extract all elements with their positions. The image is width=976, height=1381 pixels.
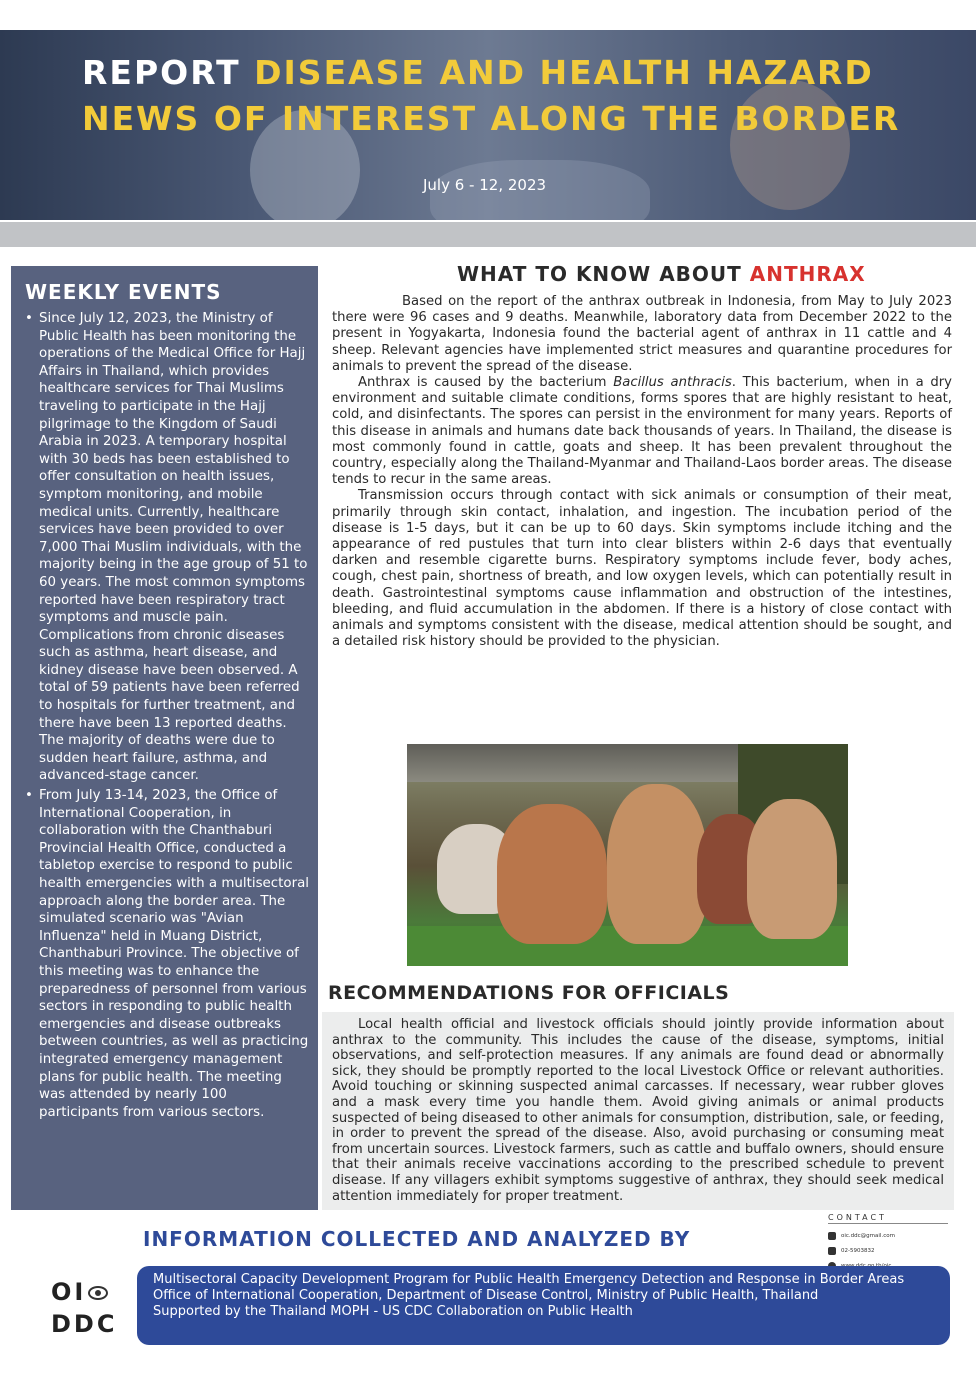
program-info-box — [137, 1266, 950, 1345]
divider-band — [0, 222, 976, 247]
header-banner — [0, 30, 976, 220]
logo-text-ddc: DDC — [51, 1310, 118, 1338]
contact-label: CONTACT — [828, 1213, 948, 1224]
anthrax-paragraph — [332, 375, 952, 488]
photo-cow — [497, 804, 607, 944]
weekly-events-list — [25, 310, 310, 1121]
photo-cow — [607, 784, 707, 944]
anthrax-title-prefix: WHAT TO KNOW ABOUT — [457, 262, 750, 286]
anthrax-p2-text: . This bacterium, when in a dry environment and suitable climate conditions, forms spores that are highly resistant to heat, cold, and disinfectants. The spores can persist in the environment for many years. Reports of this disease in animals and humans date back thousands of years. In Thailand, the disease is most commonly found in cattle, goats and sheep. It has been prevalent throughout the country, especially along the Thailand-Myanmar and Thailand-Laos border areas. The disease tends to recur in the same areas. — [332, 375, 952, 488]
anthrax-paragraph: Transmission occurs through contact with sick animals or consumption of their meat, primarily through skin contact, inhalation, and ingestion. The incubation period of the disease is 1-5 days, but it can be up to 60 days. Skin symptoms include itching and the appearance of red pustules that turn into clear blisters within 2-6 days that eventually darken and resemble cigarette burns. Respiratory symptoms include fever, body aches, cough, chest pain, shortness of breath, and low oxygen levels, which can potentially result in death. Gastrointestinal symptoms cause inflammation and obstruction of the intestines, bleeding, and fluid accumulation in the abdomen. If there is a history of close contact with animals and symptoms consistent with the disease, medical attention should be sought, and a detailed risk history should be provided to the physician. — [332, 488, 952, 650]
anthrax-section-title — [457, 262, 866, 286]
oic-ddc-logo — [51, 1276, 131, 1340]
program-line: Multisectoral Capacity Development Program for Public Health Emergency Detection and Response in Border Areas — [153, 1272, 905, 1287]
recommendations-title: RECOMMENDATIONS FOR OFFICIALS — [328, 982, 730, 1004]
title-white-part: REPORT — [82, 53, 255, 92]
anthrax-paragraph: Based on the report of the anthrax outbreak in Indonesia, from May to July 2023 there were 96 cases and 9 deaths. Meanwhile, laboratory data from December 2022 to the present in Yogyakarta, Indonesia found the bacterial agent of anthrax in 11 cattle and 4 sheep. Relevant agencies have implemented strict measures and quarantine procedures for animals to prevent the spread of the disease. — [332, 294, 952, 374]
email-icon — [828, 1232, 836, 1240]
bacterium-name: Bacillus anthracis — [613, 375, 732, 391]
title-yellow-part: DISEASE AND HEALTH HAZARD NEWS OF INTEREST ALONG THE BORDER — [82, 53, 901, 138]
contact-phone: 02-5903832 — [841, 1247, 875, 1254]
weekly-events-panel — [11, 266, 318, 1210]
contact-block — [828, 1213, 948, 1273]
logo-line-1 — [51, 1276, 131, 1308]
recommendations-box — [322, 1012, 954, 1210]
anthrax-title-highlight: ANTHRAX — [749, 262, 866, 286]
cattle-photo — [407, 744, 848, 966]
report-date: July 6 - 12, 2023 — [423, 176, 547, 194]
list-item: • From July 13-14, 2023, the Office of International Cooperation, in collaboration with the Chanthaburi Provincial Health Office, conducted a tabletop exercise to respond to public health emergencies with a multisectoral approach along the border area. The simulated scenario was "Avian Influenza" held in Muang District, Chanthaburi Province. The objective of this meeting was to enhance the preparedness of personnel from various sectors in responding to public health emergencies and disease outbreaks between countries, as well as practicing integrated emergency management plans for public health. The meeting was attended by nearly 100 participants from various sectors. — [25, 787, 310, 1121]
report-title — [82, 50, 942, 142]
recommendations-text: Local health official and livestock officials should jointly provide information about anthrax to the community. This includes the cause of the disease, symptoms, initial observations, and self-protection measures. If any animals are found dead or abnormally sick, they should be promptly reported to the local Livestock Office or relevant authorities. Avoid touching or skinning suspected animal carcasses. If necessary, wear rubber gloves and a mask every time you handle them. Avoid giving animals or animal products suspected of being diseased to other animals for consumption, distribution, sale, or feeding, in order to prevent the spread of the disease. Also, avoid purchasing or consuming meat from uncertain sources. Livestock farmers, such as cattle and buffalo owners, should ensure that their animals receive vaccinations according to the prescribed schedule to prevent disease. If any villagers exhibit symptoms suggestive of anthrax, they should seek medical attention immediately for proper treatment. — [332, 1017, 944, 1204]
support-line: Supported by the Thailand MOPH - US CDC Collaboration on Public Health — [153, 1304, 633, 1319]
eye-icon — [88, 1286, 108, 1300]
weekly-events-heading: WEEKLY EVENTS — [25, 280, 222, 304]
contact-email[interactable]: oic.ddc@gmail.com — [841, 1232, 895, 1239]
logo-text-oi: OI — [51, 1278, 87, 1306]
list-item: • Since July 12, 2023, the Ministry of Public Health has been monitoring the operations of the Medical Office for Hajj Affairs in Thailand, which provides healthcare services for Thai Muslims traveling to participate in the Hajj pilgrimage to the Kingdom of Saudi Arabia in 2023. A temporary hospital with 30 beds has been established to offer consultation on health issues, symptom monitoring, and mobile medical units. Currently, healthcare services have been provided to over 7,000 Thai Muslim individuals, with the majority being in the age group of 51 to 60 years. The most common symptoms reported have been respiratory tract symptoms and muscle pain. Complications from chronic diseases such as asthma, heart disease, and kidney disease have been observed. A total of 59 patients have been referred to hospitals for further treatment, and there have been 13 reported deaths. The majority of deaths were due to sudden heart failure, asthma, and advanced-stage cancer. — [25, 310, 310, 785]
anthrax-article — [332, 294, 952, 650]
contact-email-row — [828, 1228, 948, 1243]
office-line: Office of International Cooperation, Department of Disease Control, Ministry of Public Health, Thailand — [153, 1288, 819, 1303]
anthrax-p2-text: Anthrax is caused by the bacterium — [358, 375, 614, 391]
photo-cow — [747, 799, 837, 939]
info-collected-title: INFORMATION COLLECTED AND ANALYZED BY — [143, 1227, 691, 1251]
phone-icon — [828, 1247, 836, 1255]
contact-phone-row — [828, 1243, 948, 1258]
